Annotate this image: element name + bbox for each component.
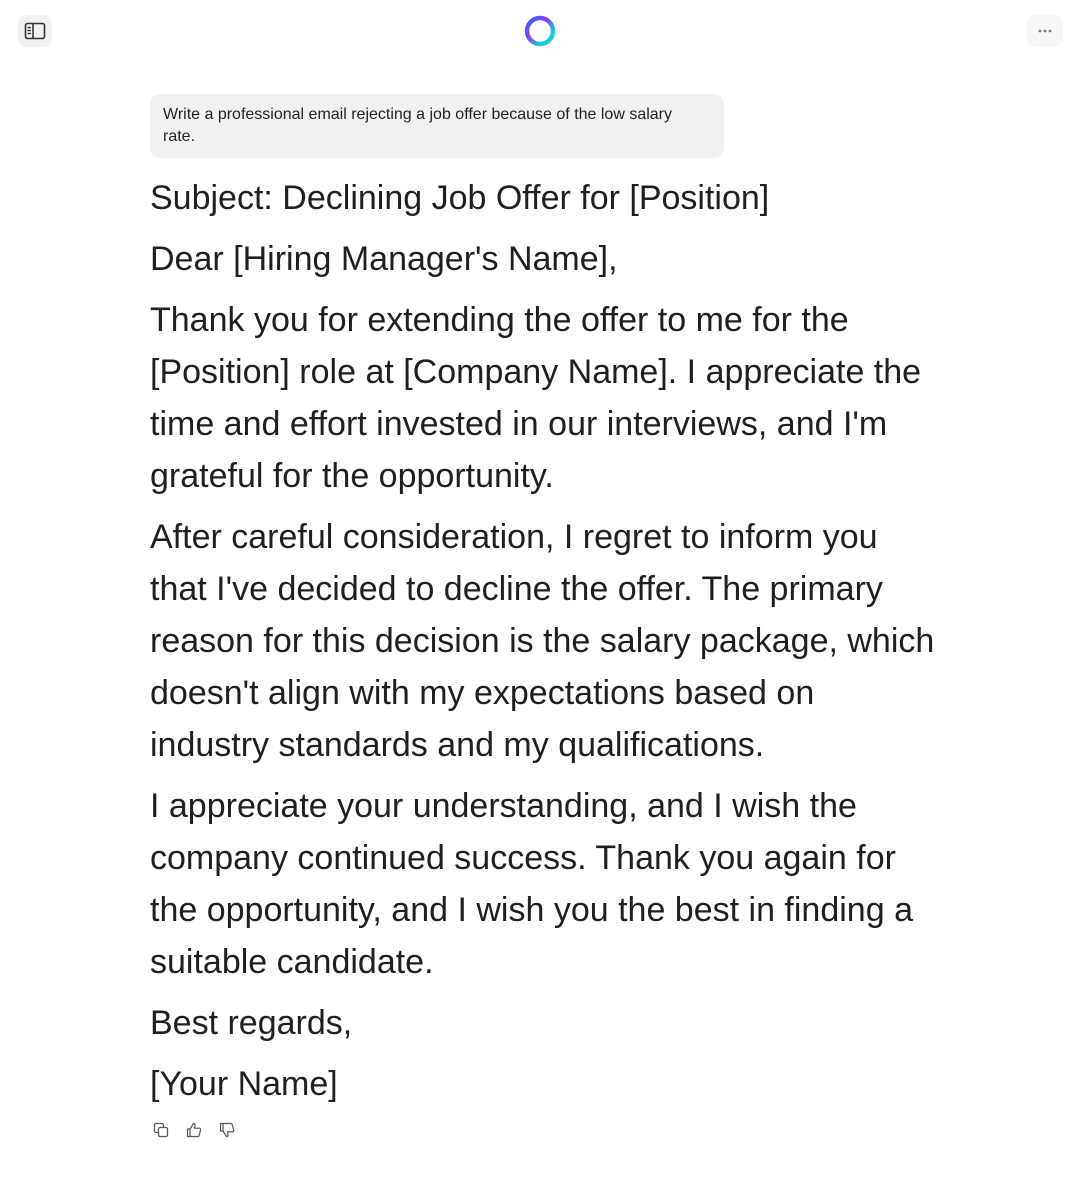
email-paragraph: I appreciate your understanding, and I wish the company continued success. Thank you again for the opportunity, and I wish you the best in finding a suitable candidate. xyxy=(150,787,913,981)
thumbs-down-button[interactable] xyxy=(216,1119,238,1141)
thumbs-up-button[interactable] xyxy=(183,1119,205,1141)
thumbs-down-icon xyxy=(218,1121,236,1139)
more-horizontal-icon xyxy=(1037,28,1053,34)
email-subject: Subject: Declining Job Offer for [Position] xyxy=(150,179,770,217)
email-closing: Best regards, xyxy=(150,1004,353,1042)
copy-button[interactable] xyxy=(150,1119,172,1141)
more-options-button[interactable] xyxy=(1027,15,1063,47)
copy-icon xyxy=(152,1121,170,1139)
email-paragraph: After careful consideration, I regret to inform you that I've decided to decline the offer. The primary reason for this decision is the salary package, which doesn't align with my expectations based on industry standards and my qualifications. xyxy=(150,518,935,764)
email-signature: [Your Name] xyxy=(150,1065,338,1103)
email-greeting: Dear [Hiring Manager's Name], xyxy=(150,240,618,278)
email-paragraph: Thank you for extending the offer to me for the [Position] role at [Company Name]. I appreciate the time and effort invested in our interviews, and I'm grateful for the opportunity. xyxy=(150,301,922,495)
sidebar-toggle-icon xyxy=(24,22,46,40)
response-actions xyxy=(150,1119,238,1143)
assistant-logo xyxy=(522,13,558,49)
thumbs-up-icon xyxy=(185,1121,203,1139)
sidebar-toggle-button[interactable] xyxy=(18,15,52,47)
user-message xyxy=(150,94,724,158)
user-message-text: Write a professional email rejecting a job offer because of the low salary rate. xyxy=(163,106,673,145)
assistant-ring-logo xyxy=(522,13,558,49)
assistant-response xyxy=(150,172,940,1119)
top-bar xyxy=(0,0,1080,64)
